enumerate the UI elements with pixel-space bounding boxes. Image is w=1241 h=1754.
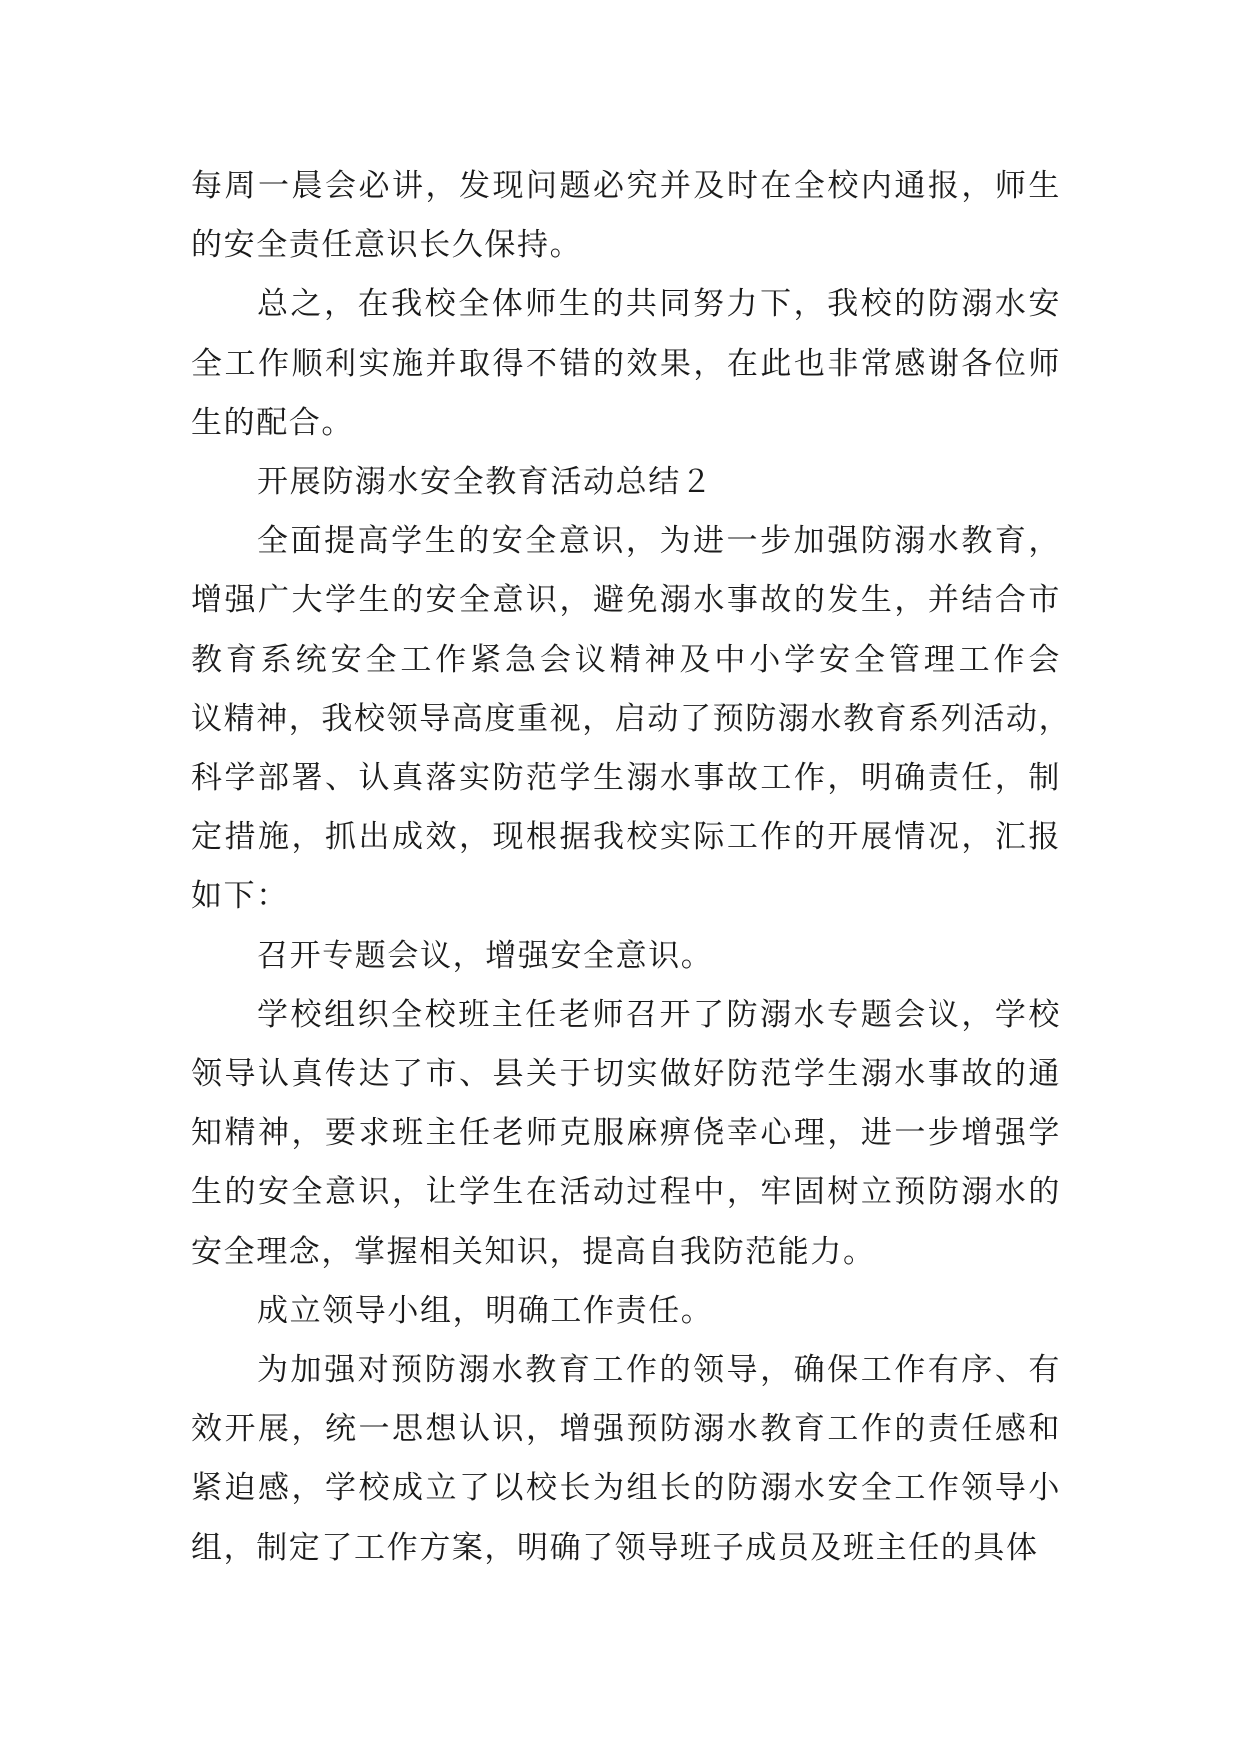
text-line: 开展防溺水安全教育活动总结２ — [257, 464, 714, 501]
paragraph — [191, 986, 1061, 1282]
text-line: 每周一晨会必讲，发现问题必究并及时在全校内通报，师生 — [191, 168, 1061, 204]
paragraph — [191, 157, 1061, 275]
text-line: 组，制定了工作方案，明确了领导班子成员及班主任的具体 — [191, 1529, 1039, 1566]
text-line: 成立领导小组，明确工作责任。 — [257, 1292, 714, 1329]
document-body — [191, 157, 1072, 1578]
text-line: 紧迫感，学校成立了以校长为组长的防溺水安全工作领导小 — [191, 1470, 1061, 1507]
text-line: 议精神，我校领导高度重视，启动了预防溺水教育系列活动， — [191, 700, 1072, 737]
text-line: 安全理念，掌握相关知识，提高自我防范能力。 — [191, 1233, 876, 1270]
text-line: 全面提高学生的安全意识，为进一步加强防溺水教育， — [257, 523, 1061, 560]
text-line: 生的安全意识，让学生在活动过程中，牢固树立预防溺水的 — [191, 1174, 1061, 1211]
paragraph — [191, 1282, 1061, 1341]
text-line: 为加强对预防溺水教育工作的领导，确保工作有序、有 — [257, 1352, 1061, 1389]
paragraph — [191, 927, 1061, 986]
text-line: 总之，在我校全体师生的共同努力下，我校的防溺水安 — [257, 286, 1061, 323]
paragraph — [191, 512, 1072, 926]
text-line: 全工作顺利实施并取得不错的效果，在此也非常感谢各位师 — [191, 345, 1061, 382]
text-line: 科学部署、认真落实防范学生溺水事故工作，明确责任，制 — [191, 760, 1061, 797]
text-line: 学校组织全校班主任老师召开了防溺水专题会议，学校 — [257, 996, 1061, 1033]
text-line: 领导认真传达了市、县关于切实做好防范学生溺水事故的通 — [191, 1056, 1061, 1093]
text-line: 知精神，要求班主任老师克服麻痹侥幸心理，进一步增强学 — [191, 1115, 1061, 1152]
text-line: 定措施，抓出成效，现根据我校实际工作的开展情况，汇报 — [191, 819, 1061, 856]
paragraph — [191, 453, 1061, 512]
text-line: 效开展，统一思想认识，增强预防溺水教育工作的责任感和 — [191, 1411, 1061, 1448]
text-line: 的安全责任意识长久保持。 — [191, 227, 583, 264]
text-line: 增强广大学生的安全意识，避免溺水事故的发生，并结合市 — [191, 582, 1061, 619]
text-line: 召开专题会议，增强安全意识。 — [257, 937, 714, 974]
text-line: 如下： — [191, 878, 289, 915]
text-line: 生的配合。 — [191, 404, 354, 441]
paragraph — [191, 275, 1061, 453]
paragraph — [191, 1341, 1061, 1578]
text-line: 教育系统安全工作紧急会议精神及中小学安全管理工作会 — [191, 641, 1061, 678]
